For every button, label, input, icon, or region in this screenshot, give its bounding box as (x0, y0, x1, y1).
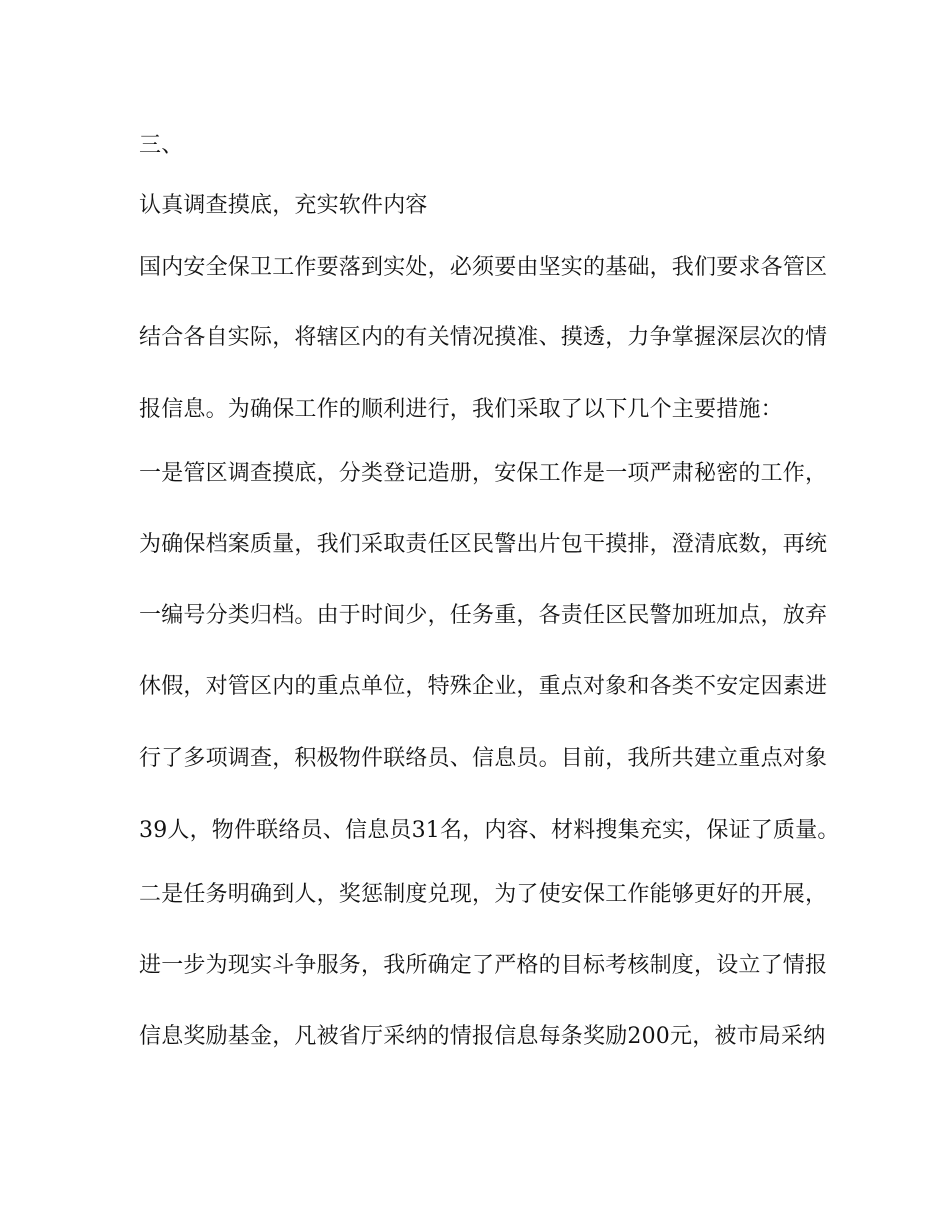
body-line-5: 为确保档案质量，我们采取责任区民警出片包干摸排，澄清底数，再统 (139, 532, 828, 557)
body-line-4: 一是管区调查摸底，分类登记造册，安保工作是一项严肃秘密的工作， (139, 461, 828, 486)
section-number: 三、 (139, 133, 184, 158)
body-line-9: 39人，物件联络员、信息员31名，内容、材料搜集充实，保证了质量。 (139, 818, 840, 843)
body-line-7: 休假，对管区内的重点单位，特殊企业，重点对象和各类不安定因素进 (139, 674, 828, 699)
body-line-8: 行了多项调查，积极物件联络员、信息员。目前，我所共建立重点对象 (139, 746, 828, 771)
body-line-12: 信息奖励基金，凡被省厅采纳的情报信息每条奖励200元，被市局采纳 (139, 1024, 826, 1049)
body-line-2: 结合各自实际，将辖区内的有关情况摸准、摸透，力争掌握深层次的情 (139, 325, 828, 350)
section-title: 认真调查摸底，充实软件内容 (139, 193, 428, 218)
body-line-3: 报信息。为确保工作的顺利进行，我们采取了以下几个主要措施： (139, 397, 783, 422)
body-line-10: 二是任务明确到人，奖惩制度兑现，为了使安保工作能够更好的开展， (139, 882, 828, 907)
body-line-6: 一编号分类归档。由于时间少，任务重，各责任区民警加班加点，放弃 (139, 603, 828, 628)
body-line-1: 国内安全保卫工作要落到实处，必须要由坚实的基础，我们要求各管区 (139, 255, 828, 280)
body-line-11: 进一步为现实斗争服务，我所确定了严格的目标考核制度，设立了情报 (139, 953, 828, 978)
